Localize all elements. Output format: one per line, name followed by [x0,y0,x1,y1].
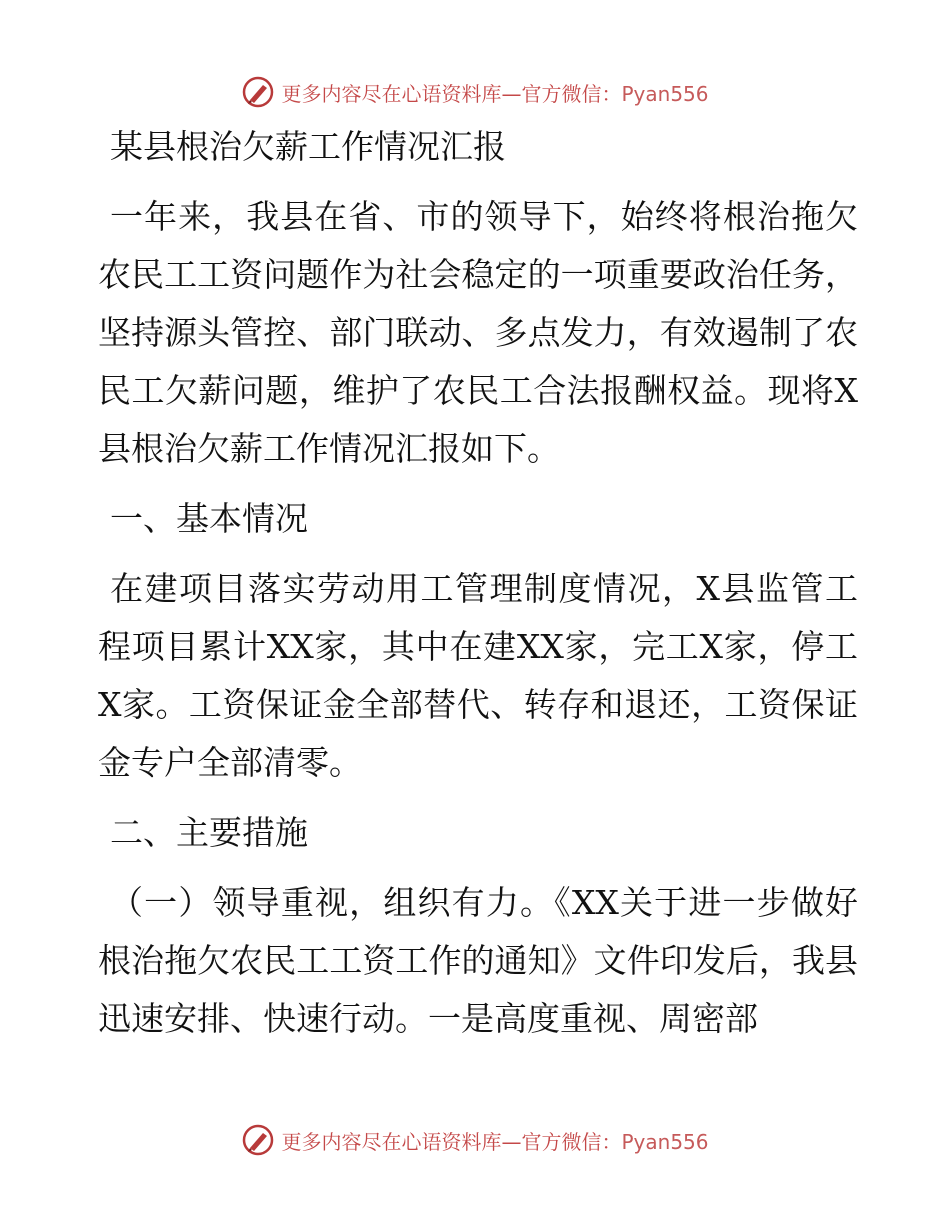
watermark-wechat-id: Pyan556 [621,1129,709,1154]
document-title: 某县根治欠薪工作情况汇报 [110,127,506,166]
section1-paragraph: 在建项目落实劳动用工管理制度情况，X县监管工程项目累计XX家，其中在建XX家，完工X家，停工X家。工资保证金全部替代、转存和退还，工资保证金专户全部清零。 [98,569,858,782]
document-body [98,118,858,1048]
section2-paragraph: （一）领导重视，组织有力。《XX关于进一步做好根治拖欠农民工工资工作的通知》文件印发后，我县迅速安排、快速行动。一是高度重视、周密部 [98,883,858,1038]
watermark-site-text: 更多内容尽在心语资料库—官方微信： [281,1129,622,1154]
watermark-wechat-id: Pyan556 [621,81,709,106]
header-watermark [0,72,950,112]
intro-paragraph: 一年来，我县在省、市的领导下，始终将根治拖欠农民工工资问题作为社会稳定的一项重要政治任务，坚持源头管控、部门联动、多点发力，有效遏制了农民工欠薪问题，维护了农民工合法报酬权益。现将X县根治欠薪工作情况汇报如下。 [98,197,858,468]
watermark-text [281,1126,708,1155]
section2-heading: 二、主要措施 [110,813,308,852]
watermark-site-text: 更多内容尽在心语资料库—官方微信： [281,81,622,106]
watermark-text [281,78,708,107]
section1-heading: 一、基本情况 [110,499,308,538]
footer-watermark [0,1120,950,1160]
pen-logo-icon [241,1123,275,1157]
pen-logo-icon [241,75,275,109]
